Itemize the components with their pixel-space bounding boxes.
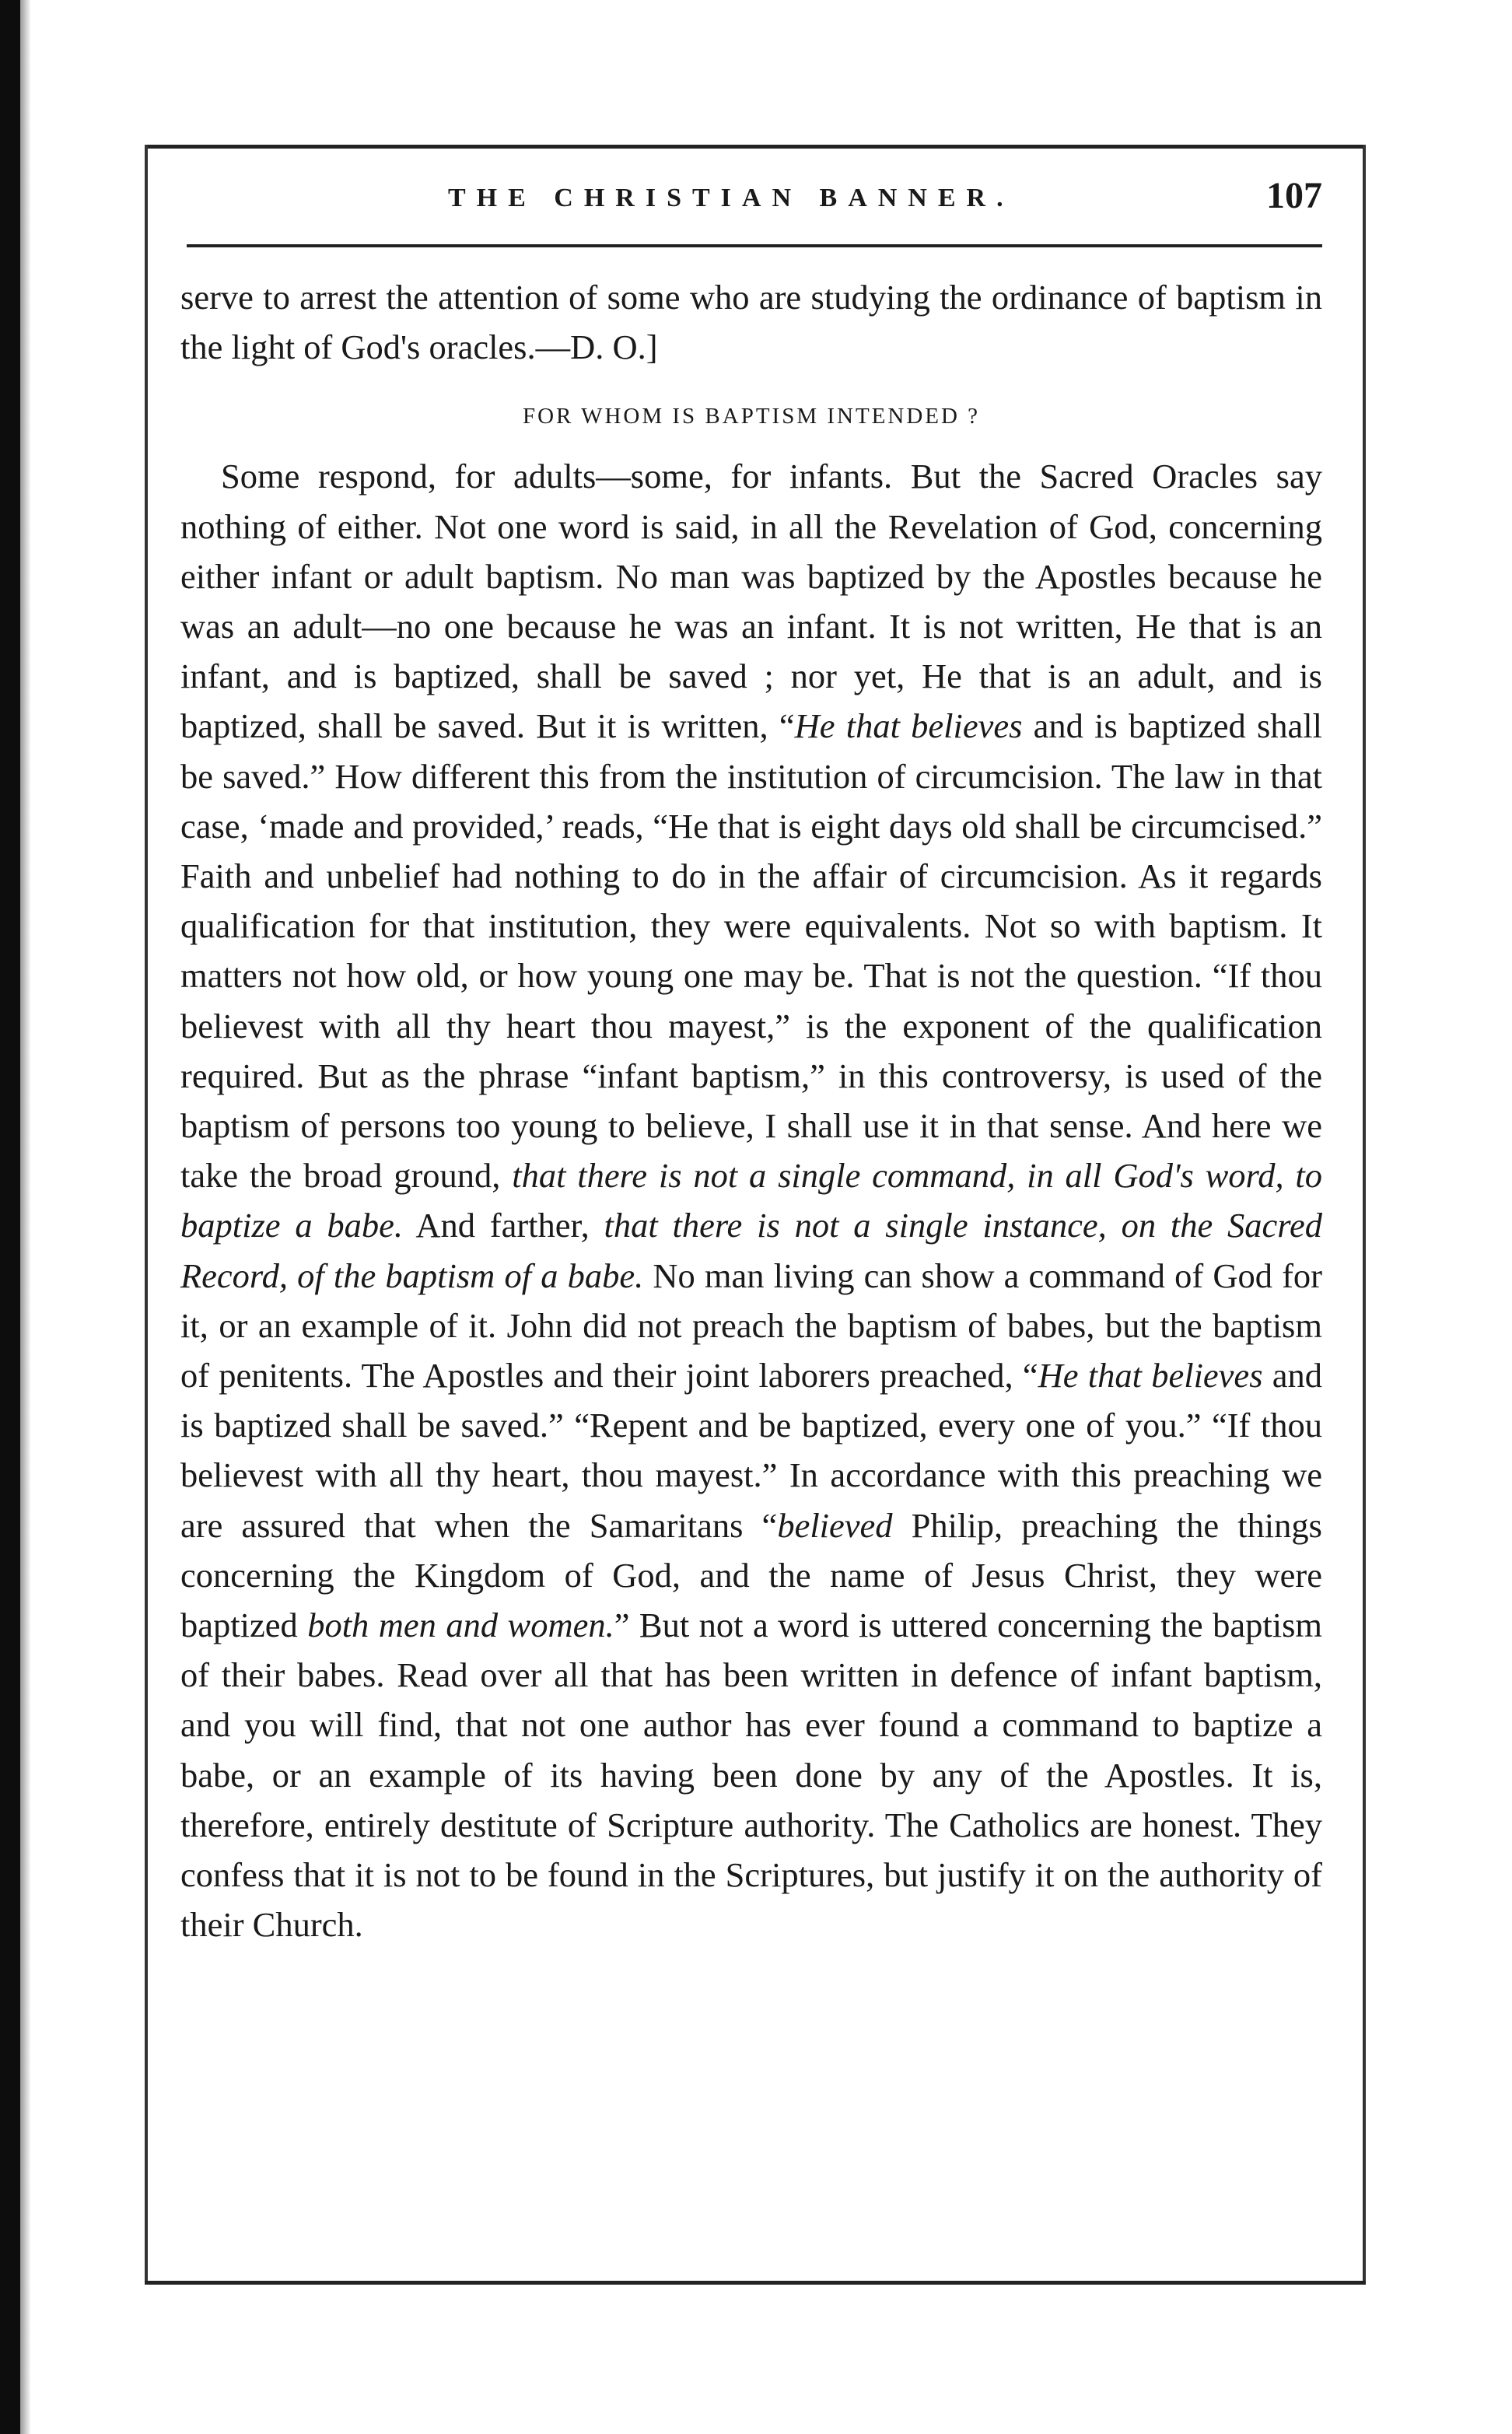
text-run: and is baptized shall be saved.” How different this from the institution of circumcision. The law in that case, ‘made and provided,’ reads, “He that is eight days old shall be circumcised.” Faith and unbelief had nothing to do in the affair of circumcision. As it regards qualification for that institution, they were equivalents. Not so with baptism. It matters not how old, or how young one may be. That is not the question. “If thou believest with all thy heart thou mayest,” is the exponent of the qualification required. But as the phrase “infant baptism,” in this controversy, is used of the baptism of persons too young to believe, I shall use it in that sense. And here we take the broad ground, xyxy=(180,706,1322,1196)
main-paragraph xyxy=(180,451,1322,1949)
text-run: And farther, xyxy=(403,1206,604,1245)
header-rule xyxy=(187,244,1322,247)
binding-shadow xyxy=(20,0,31,2434)
page-header xyxy=(187,170,1322,232)
italic-run: believed xyxy=(777,1505,893,1545)
running-title: THE CHRISTIAN BANNER. xyxy=(448,184,1014,212)
intro-paragraph: serve to arrest the attention of some who are studying the ordinance of baptism in the light of God's oracles.—D. O.] xyxy=(180,278,1322,367)
italic-run: He that believes xyxy=(794,706,1023,746)
binding-edge xyxy=(0,0,20,2434)
article-body xyxy=(180,272,1322,1950)
italic-run: that there is not a single instance, on the Sacred Record, of the baptism of a babe. xyxy=(180,1206,1322,1295)
text-run: ” But not a word is uttered concerning the baptism of their babes. Read over all that has been written in defence of infant baptism, and you will find, that not one author has ever found a command to baptize a babe, or an example of its having been done by any of the Apostles. It is, therefore, entirely destitute of Scripture authority. The Catholics are honest. They confess that it is not to be found in the Scriptures, but justify it on the authority of their Church. xyxy=(180,1606,1323,1945)
section-heading: FOR WHOM IS BAPTISM INTENDED ? xyxy=(522,404,981,429)
text-run: Some respond, for adults—some, for infants. But the Sacred Oracles say nothing of either. Not one word is said, in all the Revelation of God, concerning either infant or adult baptism. No man was baptized by the Apostles because he was an adult—no one because he was an infant. It is not written, He that is an infant, and is baptized, shall be saved ; nor yet, He that is an adult, and is baptized, shall be saved. But it is written, “ xyxy=(180,457,1322,746)
text-run: No man living can show a command of God for it, or an example of it. John did not preach the baptism of babes, but the baptism of penitents. The Apostles and their joint laborers preached, “ xyxy=(180,1256,1322,1396)
frame-bottom-rule xyxy=(145,2281,1366,2285)
frame-top-rule xyxy=(145,145,1366,149)
italic-run: that there is not a single command, in all God's word, to baptize a babe. xyxy=(180,1156,1322,1245)
frame-right-rule xyxy=(1363,145,1366,2285)
text-run: and is baptized shall be saved.” “Repent and be baptized, every one of you.” “If thou believest with all thy heart, thou mayest.” In accordance with this preaching we are assured that when the Samaritans “ xyxy=(180,1356,1322,1545)
frame-left-rule xyxy=(145,145,148,2285)
page-number: 107 xyxy=(1266,175,1322,216)
text-run: Philip, preaching the things concerning the Kingdom of God, and the name of Jesus Christ, they were baptized xyxy=(180,1505,1322,1645)
italic-run: both men and women. xyxy=(307,1606,614,1645)
italic-run: He that believes xyxy=(1038,1356,1263,1396)
